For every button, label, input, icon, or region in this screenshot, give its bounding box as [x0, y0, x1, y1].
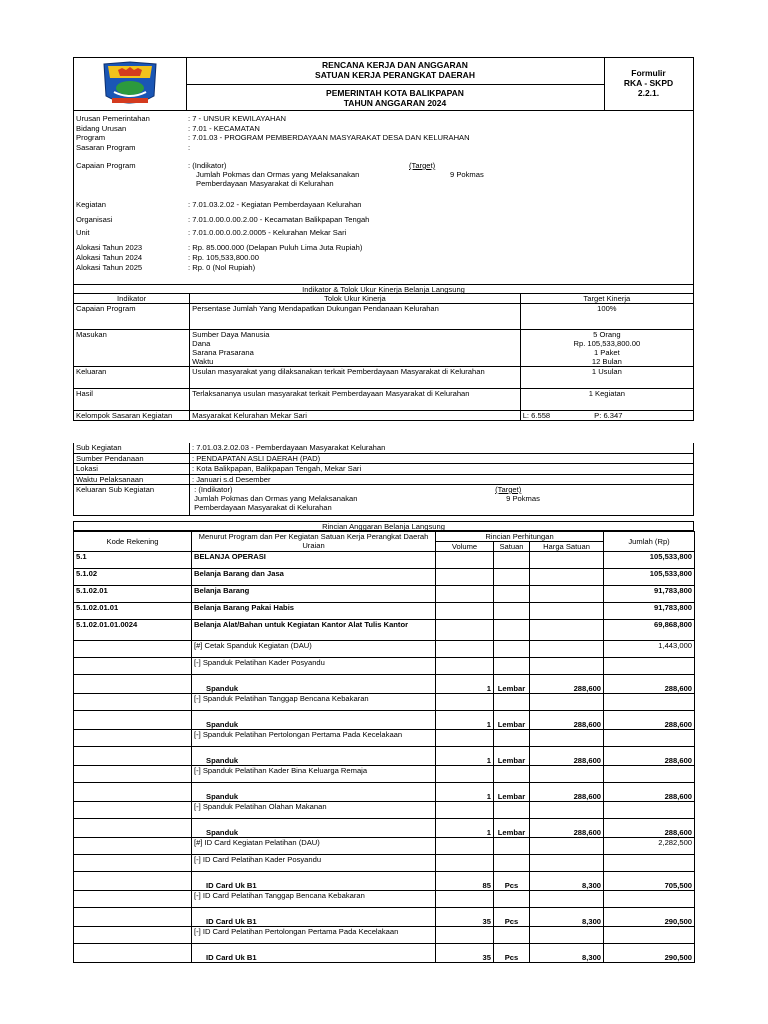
rincian-volume [436, 569, 494, 586]
rincian-volume [436, 658, 494, 675]
rincian-row [74, 783, 695, 802]
rincian-jumlah: 105,533,800 [604, 569, 695, 586]
rincian-body [74, 552, 695, 963]
rincian-satuan [494, 855, 530, 872]
rincian-uraian: Belanja Alat/Bahan untuk Kegiatan Kantor Alat Tulis Kantor [192, 620, 436, 641]
rincian-row [74, 658, 695, 675]
rincian-uraian: BELANJA OPERASI [192, 552, 436, 569]
rincian-satuan [494, 766, 530, 783]
rincian-harga [530, 694, 604, 711]
capaian-line1: Jumlah Pokmas dan Ormas yang Melaksanakan [196, 170, 360, 179]
rincian-harga: 288,600 [530, 711, 604, 730]
tolok-header: Tolok Ukur Kinerja [190, 294, 521, 304]
satuan-header: Satuan [494, 542, 530, 552]
rincian-volume [436, 603, 494, 620]
rincian-row [74, 819, 695, 838]
rincian-uraian: [-] Spanduk Pelatihan Pertolongan Pertama Pada Kecelakaan [192, 730, 436, 747]
rincian-jumlah: 105,533,800 [604, 552, 695, 569]
rincian-title: Rincian Anggaran Belanja Langsung [73, 521, 694, 531]
masukan-item: Sarana Prasarana [192, 348, 254, 357]
rincian-harga [530, 641, 604, 658]
masukan-target: Rp. 105,533,800.00 [573, 339, 641, 348]
rincian-harga [530, 855, 604, 872]
rincian-kode [74, 944, 192, 963]
rincian-harga: 288,600 [530, 783, 604, 802]
rincian-satuan [494, 586, 530, 603]
rincian-harga [530, 730, 604, 747]
rincian-jumlah: 288,600 [604, 819, 695, 838]
rincian-row [74, 838, 695, 855]
indikator-row [74, 330, 694, 367]
rincian-uraian: ID Card Uk B1 [192, 944, 436, 963]
rincian-row [74, 730, 695, 747]
rincian-volume [436, 586, 494, 603]
sub-keluaran-target-value: 9 Pokmas [506, 494, 540, 503]
rincian-kode [74, 658, 192, 675]
rincian-harga [530, 891, 604, 908]
rincian-row [74, 766, 695, 783]
rincian-uraian: Spanduk [192, 675, 436, 694]
rincian-satuan: Pcs [494, 908, 530, 927]
alokasi-value: : Rp. 0 (Nol Rupiah) [188, 263, 256, 272]
rincian-uraian: [-] Spanduk Pelatihan Olahan Makanan [192, 802, 436, 819]
sub-row [74, 485, 693, 516]
rincian-kode: 5.1.02.01.01.0024 [74, 620, 192, 641]
volume-header: Volume [436, 542, 494, 552]
rincian-jumlah [604, 855, 695, 872]
rincian-volume: 85 [436, 872, 494, 891]
rincian-satuan [494, 694, 530, 711]
rincian-jumlah [604, 802, 695, 819]
target-header: Target Kinerja [520, 294, 693, 304]
rincian-kode [74, 891, 192, 908]
rincian-volume: 1 [436, 747, 494, 766]
rincian-uraian: [#] ID Card Kegiatan Pelatihan (DAU) [192, 838, 436, 855]
indikator-label: Hasil [74, 389, 190, 411]
sub-label: Sumber Pendanaan [74, 454, 190, 464]
info-value: : 7.01 - KECAMATAN [188, 123, 260, 133]
kelompok-l: L: 6.558 [522, 411, 551, 420]
rincian-uraian: Spanduk [192, 819, 436, 838]
indikator-tolok: Terlaksananya usulan masyarakat terkait Pemberdayaan Masyarakat di Kelurahan [190, 389, 521, 411]
masukan-item: Dana [192, 339, 211, 348]
info-label: Organisasi [76, 215, 113, 224]
indikator-target: 100% [520, 304, 693, 330]
capaian-line2: Pemberdayaan Masyarakat di Kelurahan [196, 179, 334, 188]
rincian-satuan: Lembar [494, 819, 530, 838]
indikator-tolok: Usulan masyarakat yang dilaksanakan terkait Pemberdayaan Masyarakat di Kelurahan [190, 367, 521, 389]
rincian-kode [74, 783, 192, 802]
rincian-kode [74, 730, 192, 747]
rincian-satuan [494, 641, 530, 658]
sub-label: Lokasi [74, 464, 190, 474]
rincian-row [74, 641, 695, 658]
rincian-harga [530, 802, 604, 819]
uraian-label: Uraian [302, 540, 325, 550]
indikator-header-row [74, 294, 694, 304]
rincian-uraian: Belanja Barang [192, 586, 436, 603]
rincian-kode [74, 908, 192, 927]
rincian-harga [530, 838, 604, 855]
rincian-row [74, 586, 695, 603]
rincian-uraian: ID Card Uk B1 [192, 872, 436, 891]
rincian-jumlah: 288,600 [604, 747, 695, 766]
rincian-row [74, 552, 695, 569]
info-value: : 7.01.03.2.02 - Kegiatan Pemberdayaan Kelurahan [188, 200, 362, 209]
rincian-row [74, 747, 695, 766]
rincian-jumlah: 290,500 [604, 908, 695, 927]
program-info [73, 111, 694, 284]
indikator-label: Keluaran [74, 367, 190, 389]
rincian-volume [436, 838, 494, 855]
rincian-volume: 1 [436, 711, 494, 730]
uraian-header [192, 532, 436, 552]
form-code: RKA - SKPD [623, 78, 674, 88]
rincian-satuan [494, 569, 530, 586]
rincian-row [74, 802, 695, 819]
sub-label: Sub Kegiatan [74, 443, 190, 453]
logo-cell [74, 58, 187, 110]
balikpapan-crest-icon [74, 58, 186, 110]
rincian-harga [530, 552, 604, 569]
rincian-harga: 288,600 [530, 675, 604, 694]
sub-keluaran-target-label: (Target) [495, 485, 522, 494]
rincian-uraian: Spanduk [192, 711, 436, 730]
rincian-uraian: Belanja Barang dan Jasa [192, 569, 436, 586]
alokasi-label: Alokasi Tahun 2024 [76, 253, 143, 262]
rincian-jumlah: 288,600 [604, 783, 695, 802]
rincian-row [74, 569, 695, 586]
rincian-header-row [74, 532, 695, 542]
rincian-volume [436, 694, 494, 711]
rincian-kode: 5.1.02 [74, 569, 192, 586]
rincian-row [74, 711, 695, 730]
rincian-row [74, 620, 695, 641]
rincian-harga [530, 569, 604, 586]
rincian-harga [530, 766, 604, 783]
rincian-harga [530, 620, 604, 641]
sub-row [74, 475, 693, 486]
rincian-volume: 35 [436, 908, 494, 927]
rincian-row [74, 891, 695, 908]
rincian-row [74, 603, 695, 620]
rincian-uraian: [-] Spanduk Pelatihan Kader Posyandu [192, 658, 436, 675]
rincian-satuan: Lembar [494, 747, 530, 766]
capaian-indikator: : (Indikator) [188, 161, 227, 170]
sub-row [74, 454, 693, 465]
rincian-harga: 8,300 [530, 908, 604, 927]
rincian-jumlah [604, 766, 695, 783]
rincian-volume: 1 [436, 675, 494, 694]
sub-keluaran-line2: Pemberdayaan Masyarakat di Kelurahan [194, 503, 332, 512]
rincian-kode [74, 927, 192, 944]
capaian-label: Capaian Program [76, 161, 136, 170]
rka-document [73, 57, 694, 962]
rincian-uraian: [-] ID Card Pelatihan Kader Posyandu [192, 855, 436, 872]
alokasi-value: : Rp. 105,533,800.00 [188, 253, 259, 262]
info-label: Urusan Pemerintahan [76, 114, 150, 123]
rincian-kode [74, 766, 192, 783]
rincian-kode [74, 641, 192, 658]
rincian-harga [530, 603, 604, 620]
rincian-jumlah: 705,500 [604, 872, 695, 891]
masukan-target: 5 Orang [593, 330, 621, 339]
rincian-satuan [494, 658, 530, 675]
rincian-uraian: [-] Spanduk Pelatihan Kader Bina Keluarga Remaja [192, 766, 436, 783]
masukan-item: Waktu [192, 357, 214, 366]
sub-row [74, 443, 693, 454]
rincian-row [74, 675, 695, 694]
rincian-row [74, 908, 695, 927]
indikator-row [74, 367, 694, 389]
rincian-kode: 5.1 [74, 552, 192, 569]
rincian-uraian: Spanduk [192, 747, 436, 766]
rincian-uraian: Spanduk [192, 783, 436, 802]
kelompok-p: P: 6.347 [594, 411, 623, 420]
form-label: Formulir [631, 68, 666, 78]
rincian-jumlah: 2,282,500 [604, 838, 695, 855]
masukan-target: 12 Bulan [591, 357, 622, 366]
indikator-row [74, 389, 694, 411]
rincian-jumlah [604, 658, 695, 675]
masukan-targets [520, 330, 693, 367]
masukan-items [190, 330, 521, 367]
indikator-label: Kelompok Sasaran Kegiatan [74, 411, 190, 421]
rincian-kode [74, 819, 192, 838]
alokasi-label: Alokasi Tahun 2025 [76, 263, 143, 272]
info-label: Bidang Urusan [76, 123, 127, 133]
rincian-volume [436, 802, 494, 819]
harga-header: Harga Satuan [530, 542, 604, 552]
sub-value: : Kota Balikpapan, Balikpapan Tengah, Mekar Sari [192, 464, 362, 473]
sub-value: : PENDAPATAN ASLI DAERAH (PAD) [192, 453, 321, 463]
rincian-jumlah: 91,783,800 [604, 603, 695, 620]
rincian-row [74, 872, 695, 891]
header-title-3: PEMERINTAH KOTA BALIKPAPAN [326, 88, 464, 98]
rincian-satuan: Lembar [494, 783, 530, 802]
rincian-kode: 5.1.02.01 [74, 586, 192, 603]
rincian-volume [436, 552, 494, 569]
rincian-subtitle: Menurut Program dan Per Kegiatan Satuan Kerja Perangkat Daerah [198, 532, 429, 541]
kode-header: Kode Rekening [74, 532, 192, 552]
sub-row [74, 464, 693, 475]
rincian-volume: 35 [436, 944, 494, 963]
rincian-volume: 1 [436, 819, 494, 838]
indikator-header: Indikator [74, 294, 190, 304]
sub-label: Waktu Pelaksanaan [74, 475, 190, 485]
rincian-kode [74, 872, 192, 891]
indikator-title: Indikator & Tolok Ukur Kinerja Belanja Langsung [73, 284, 694, 294]
rincian-uraian: [-] ID Card Pelatihan Tanggap Bencana Kebakaran [192, 891, 436, 908]
indikator-tolok: Persentase Jumlah Yang Mendapatkan Dukungan Pendanaan Kelurahan [190, 304, 521, 330]
rincian-jumlah: 288,600 [604, 675, 695, 694]
rincian-uraian: Belanja Barang Pakai Habis [192, 603, 436, 620]
rincian-row [74, 694, 695, 711]
indikator-tolok: Masyarakat Kelurahan Mekar Sari [190, 411, 521, 421]
rincian-satuan: Pcs [494, 872, 530, 891]
rincian-kode [74, 855, 192, 872]
info-value: : 7.01.0.00.0.00.2.0005 - Kelurahan Mekar Sari [188, 228, 347, 237]
rincian-satuan [494, 802, 530, 819]
rincian-kode [74, 711, 192, 730]
rincian-uraian: [-] ID Card Pelatihan Pertolongan Pertama Pada Kecelakaan [192, 927, 436, 944]
rincian-kode: 5.1.02.01.01 [74, 603, 192, 620]
rincian-harga: 8,300 [530, 944, 604, 963]
info-label: Unit [76, 228, 90, 237]
header-title-1: RENCANA KERJA DAN ANGGARAN [322, 60, 468, 70]
indikator-target: 1 Kegiatan [520, 389, 693, 411]
sub-value: : Januari s.d Desember [192, 474, 271, 484]
indikator-row [74, 304, 694, 330]
info-label: Kegiatan [76, 200, 106, 209]
rincian-jumlah: 69,868,800 [604, 620, 695, 641]
rincian-satuan [494, 552, 530, 569]
capaian-target-value: 9 Pokmas [450, 170, 484, 179]
rincian-volume [436, 730, 494, 747]
rincian-satuan [494, 891, 530, 908]
header-title-4: TAHUN ANGGARAN 2024 [343, 98, 447, 108]
rincian-kode [74, 802, 192, 819]
rincian-volume [436, 766, 494, 783]
rincian-satuan [494, 620, 530, 641]
rincian-kode [74, 747, 192, 766]
info-label: Program [76, 133, 106, 142]
header-title-block [186, 58, 605, 110]
indikator-target: 1 Usulan [520, 367, 693, 389]
alokasi-value: : Rp. 85.000.000 (Delapan Puluh Lima Juta Rupiah) [188, 243, 363, 252]
jumlah-header: Jumlah (Rp) [604, 532, 695, 552]
rincian-jumlah: 91,783,800 [604, 586, 695, 603]
rincian-jumlah [604, 730, 695, 747]
sub-label: Keluaran Sub Kegiatan [74, 485, 190, 515]
rincian-harga: 288,600 [530, 747, 604, 766]
rincian-kode [74, 838, 192, 855]
sub-kegiatan-block [73, 443, 694, 516]
document-header [73, 57, 694, 111]
rincian-jumlah: 288,600 [604, 711, 695, 730]
rincian-satuan [494, 730, 530, 747]
rincian-uraian: [-] Spanduk Pelatihan Tanggap Bencana Kebakaran [192, 694, 436, 711]
info-value: : 7 - UNSUR KEWILAYAHAN [188, 114, 287, 123]
rincian-volume [436, 855, 494, 872]
rincian-table [73, 531, 695, 963]
sub-keluaran-block [192, 485, 689, 515]
rincian-satuan [494, 603, 530, 620]
indikator-label: Capaian Program [74, 304, 190, 330]
rincian-volume [436, 641, 494, 658]
rincian-harga [530, 658, 604, 675]
indikator-label: Masukan [74, 330, 190, 367]
capaian-target-label: (Target) [409, 161, 436, 170]
rincian-row [74, 944, 695, 963]
rincian-harga: 8,300 [530, 872, 604, 891]
rincian-volume [436, 927, 494, 944]
info-value: : 7.01.0.00.0.00.2.00 - Kecamatan Balikpapan Tengah [188, 215, 370, 224]
rincian-kode [74, 694, 192, 711]
form-code-block [604, 58, 693, 110]
rincian-kode [74, 675, 192, 694]
form-number: 2.2.1. [637, 88, 660, 98]
sub-keluaran-line1: Jumlah Pokmas dan Ormas yang Melaksanakan [194, 494, 358, 503]
rincian-jumlah: 290,500 [604, 944, 695, 963]
rincian-volume [436, 620, 494, 641]
indikator-row [74, 411, 694, 421]
info-value: : 7.01.03 - PROGRAM PEMBERDAYAAN MASYARAKAT DESA DAN KELURAHAN [188, 133, 470, 142]
rincian-row [74, 855, 695, 872]
rincian-satuan: Lembar [494, 711, 530, 730]
info-label: Sasaran Program [76, 142, 136, 152]
sub-value: : 7.01.03.2.02.03 - Pemberdayaan Masyarakat Kelurahan [192, 443, 386, 452]
rincian-harga [530, 586, 604, 603]
rincian-uraian: [#] Cetak Spanduk Kegiatan (DAU) [192, 641, 436, 658]
rincian-volume: 1 [436, 783, 494, 802]
rincian-satuan [494, 838, 530, 855]
rincian-satuan [494, 927, 530, 944]
rincian-uraian: ID Card Uk B1 [192, 908, 436, 927]
kelompok-gender [520, 411, 693, 421]
rincian-satuan: Lembar [494, 675, 530, 694]
rincian-jumlah [604, 927, 695, 944]
alokasi-label: Alokasi Tahun 2023 [76, 243, 143, 252]
rincian-harga: 288,600 [530, 819, 604, 838]
indikator-table [73, 293, 694, 421]
header-title-2: SATUAN KERJA PERANGKAT DAERAH [315, 70, 475, 80]
rincian-jumlah [604, 694, 695, 711]
masukan-item: Sumber Daya Manusia [192, 330, 270, 339]
rincian-jumlah: 1,443,000 [604, 641, 695, 658]
rincian-perhitungan-header: Rincian Perhitungan [436, 532, 604, 542]
rincian-row [74, 927, 695, 944]
rincian-satuan: Pcs [494, 944, 530, 963]
rincian-jumlah [604, 891, 695, 908]
rincian-volume [436, 891, 494, 908]
rincian-harga [530, 927, 604, 944]
info-value: : [188, 142, 191, 152]
masukan-target: 1 Paket [593, 348, 620, 357]
sub-keluaran-indikator: : (Indikator) [194, 485, 233, 494]
